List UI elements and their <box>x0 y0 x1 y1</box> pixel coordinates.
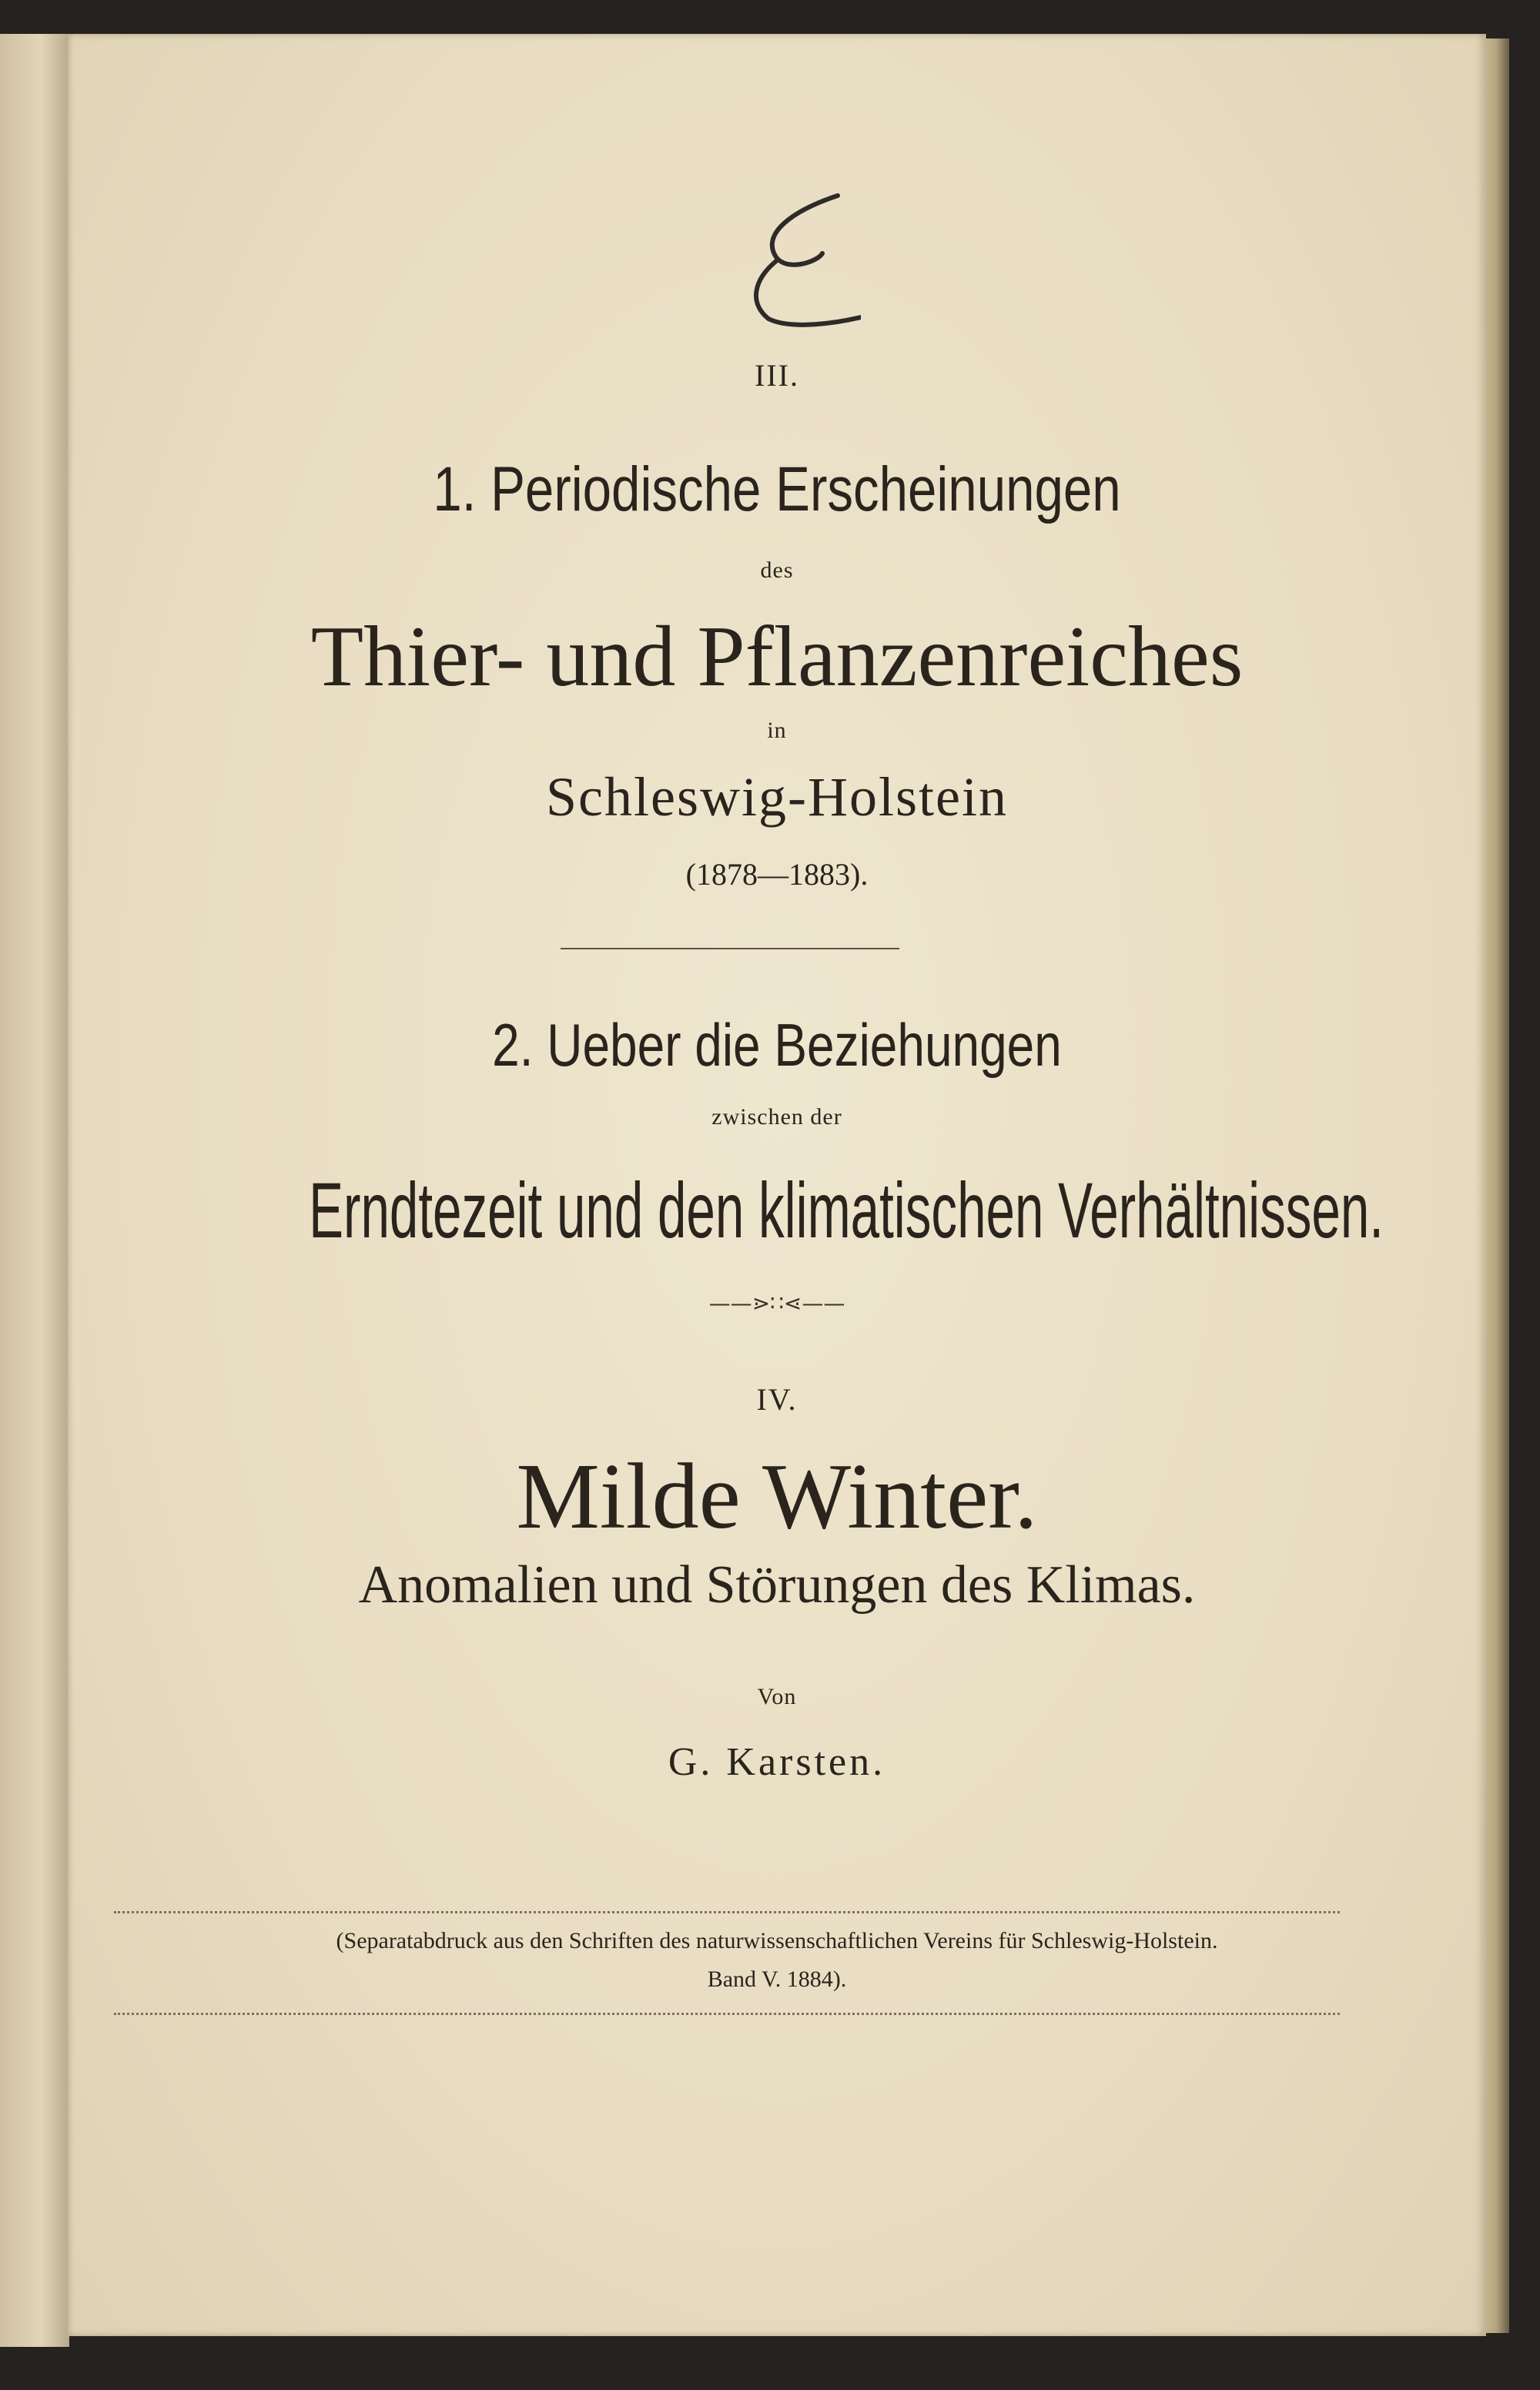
footer-bottom-rule <box>114 2013 1340 2015</box>
title-milde-winter: Milde Winter. <box>516 1444 1038 1548</box>
heading-thier-und-pflanzenreiches: Thier- und Pflanzenreiches <box>310 609 1244 705</box>
footer-line-two: Band V. 1884). <box>707 1967 847 1992</box>
page-thickness-edge <box>1483 38 1509 2333</box>
section-numeral-four: IV. <box>756 1382 798 1417</box>
facing-page-edge <box>0 34 69 2347</box>
years-range: (1878—1883). <box>685 857 869 892</box>
heading-periodische: 1. Periodische Erscheinungen <box>433 454 1121 524</box>
footer-line-one: (Separatabdruck aus den Schriften des naturwissenschaftlichen Vereins für Schleswig-Holstein. <box>336 1928 1218 1953</box>
section-numeral-three: III. <box>755 358 799 393</box>
byline-von: Von <box>757 1684 797 1709</box>
ornament-divider: ——⋗∷⋖—— <box>708 1290 845 1316</box>
footer-top-rule <box>114 1911 1340 1913</box>
connector-des: des <box>760 557 794 583</box>
connector-zwischen-der: zwischen der <box>711 1104 842 1130</box>
handwritten-mark-icon <box>745 188 861 342</box>
divider-rule <box>561 948 899 949</box>
author-name: G. Karsten. <box>668 1740 886 1784</box>
subtitle-anomalien: Anomalien und Störungen des Klimas. <box>358 1555 1196 1615</box>
connector-in: in <box>767 718 787 743</box>
heading-ueber-die-beziehungen: 2. Ueber die Beziehungen <box>492 1011 1062 1079</box>
heading-erndtezeit: Erndtezeit und den klimatischen Verhältnissen. <box>309 1167 1384 1254</box>
heading-schleswig-holstein: Schleswig-Holstein <box>546 766 1008 828</box>
title-page <box>68 34 1486 2336</box>
